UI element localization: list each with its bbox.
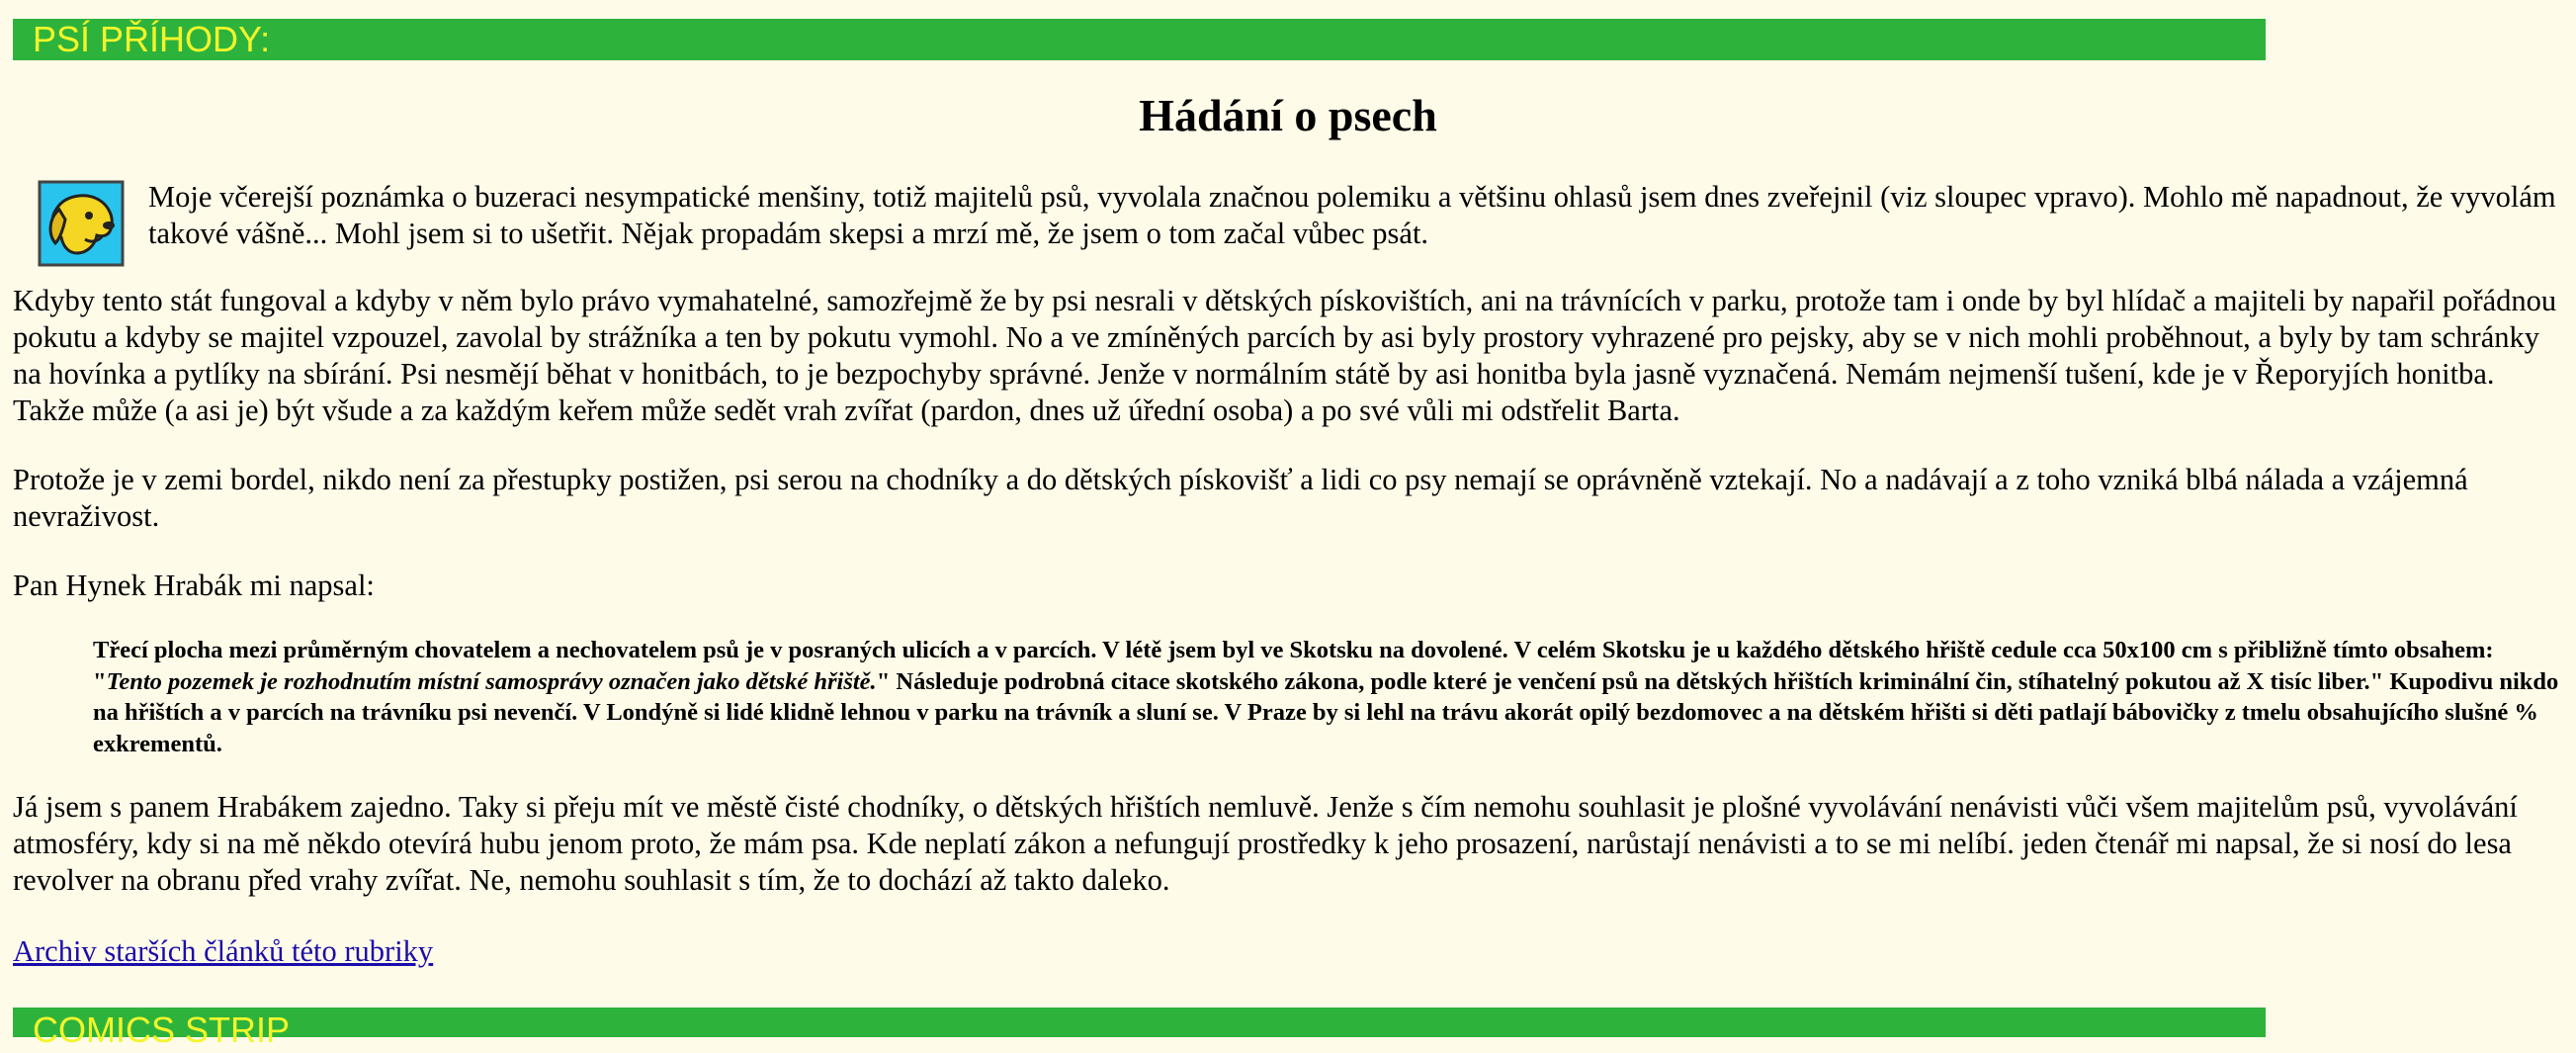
reader-quote	[93, 635, 2564, 759]
archive-link[interactable]: Archiv starších článků této rubriky	[13, 934, 434, 968]
dog-face-icon	[38, 180, 125, 267]
quote-text-start: Třecí plocha mezi průměrným chovatelem a nechovatelem psů je v posraných ulicích a v parcích. V létě jsem byl ve Skotsku na dovolené. V celém Skotsku je u každého dětského hřiště cedule cca 50x100 cm s přibližně tímto obsahem: "	[93, 637, 2494, 695]
body-paragraph-1: Kdyby tento stát fungoval a kdyby v něm bylo právo vymahatelné, samozřejmě že by psi nesrali v dětských pískovištích, ani na trávnících v parku, protože tam i onde by byl hlídač a majiteli by napařil pořádnou pokutu a kdyby se majitel vzpouzel, zavolal by strážníka a ten by pokutu vymohl. No a ve zmíněných parcích by asi byly prostory vyhrazené pro pejsky, aby se v nich mohli proběhnout, a byly by tam schránky na hovínka a pytlíky na sbírání. Psi nesmějí běhat v honitbách, to je bezpochyby správné. Jenže v normálním státě by asi honitba byla jasně vyznačená. Nemám nejmenší tušení, kde je v Řeporyjích honitba. Takže může (a asi je) být všude a za každým keřem může sedět vrah zvířat (pardon, dnes už úřední osoba) a po své vůli mi odstřelit Barta.	[13, 284, 2557, 427]
section-header-label: PSÍ PŘÍHODY:	[33, 19, 271, 59]
section-header-bar	[13, 19, 2266, 60]
section-footer-label: COMICS STRIP	[33, 1009, 291, 1050]
body-paragraph-5: Já jsem s panem Hrabákem zajedno. Taky si přeju mít ve městě čisté chodníky, o dětských hřištích nemluvě. Jenže s čím nemohu souhlasit je plošné vyvolávání nenávisti vůči všem majitelům psů, vyvolávání atmosféry, kdy si na mě někdo otevírá hubu jenom proto, že mám psa. Kde neplatí zákon a nefungují prostředky k jeho prosazení, narůstají nenávisti a to se mi nelíbí. jeden čtenář mi napsal, že si nosí do lesa revolver na obranu před vrahy zvířat. Ne, nemohu souhlasit s tím, že to dochází až takto daleko.	[13, 790, 2518, 897]
quote-sign-text: Tento pozemek je rozhodnutím místní samosprávy označen jako dětské hřiště.	[106, 667, 877, 695]
quote-text-end: " Následuje podrobná citace skotského zákona, podle které je venčení psů na dětských hřištích kriminální čin, stíhatelný pokutou až X tisíc liber." Kupodivu nikdo na hřištích a v parcích na trávníku psi nevenčí. V Londýně si lidé klidně lehnou v parku na trávník a sluní se. V Praze by si lehl na trávu akorát opilý bezdomovec a na dětském hřišti si děti patlají bábovičky z tmelu obsahujícího slušné % exkrementů.	[93, 667, 2559, 757]
body-paragraph-2: Protože je v zemi bordel, nikdo není za přestupky postižen, psi serou na chodníky a do dětských pískovišť a lidi co psy nemají se oprávněně vztekají. No a nadávají a z toho vzniká blbá nálada a vzájemná nevraživost.	[13, 463, 2468, 533]
section-footer-bar	[13, 1008, 2266, 1050]
article-title: Hádání o psech	[1139, 90, 1437, 140]
intro-paragraph: Moje včerejší poznámka o buzeraci nesympatické menšiny, totiž majitelů psů, vyvolala značnou polemiku a většinu ohlasů jsem dnes zveřejnil (viz sloupec vpravo). Mohlo mě napadnout, že vyvolám takové vášně... Mohl jsem si to ušetřit. Nějak propadám skepsi a mrzí mě, že jsem o tom začal vůbec psát.	[148, 180, 2556, 250]
body-paragraph-3: Pan Hynek Hrabák mi napsal:	[13, 569, 375, 602]
